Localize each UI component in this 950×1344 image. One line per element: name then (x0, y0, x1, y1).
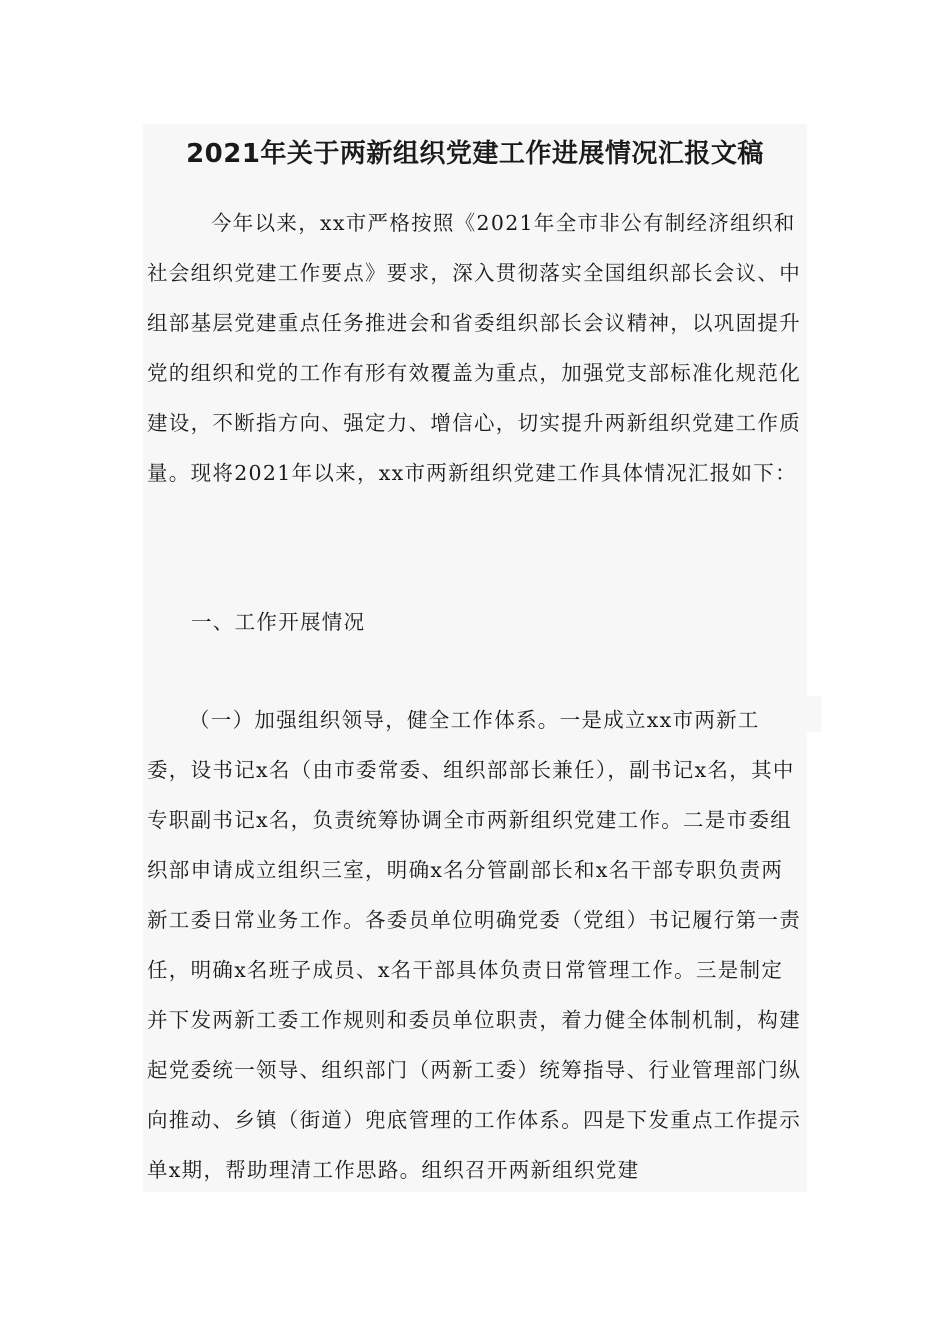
intro-paragraph: 今年以来，xx市严格按照《2021年全市非公有制经济组织和社会组织党建工作要点》要求，深入贯彻落实全国组织部长会议、中组部基层党建重点任务推进会和省委组织部长会议精神，以巩固提升党的组织和党的工作有形有效覆盖为重点，加强党支部标准化规范化建设，不断指方向、强定力、增信心，切实提升两新组织党建工作质量。现将2021年以来，xx市两新组织党建工作具体情况汇报如下： (147, 211, 801, 485)
page-edge-strip (807, 696, 821, 732)
document-title: 2021年关于两新组织党建工作进展情况汇报文稿 (186, 139, 764, 169)
section-heading: 一、工作开展情况 (191, 610, 366, 634)
section-1-paragraph: （一）加强组织领导，健全工作体系。一是成立xx市两新工委，设书记x名（由市委常委、组织部部长兼任），副书记x名，其中专职副书记x名，负责统筹协调全市两新组织党建工作。二是市委组织部申请成立组织三室，明确x名分管副部长和x名干部专职负责两新工委日常业务工作。各委员单位明确党委（党组）书记履行第一责任，明确x名班子成员、x名干部具体负责日常管理工作。三是制定并下发两新工委工作规则和委员单位职责，着力健全体制机制，构建起党委统一领导、组织部门（两新工委）统筹指导、行业管理部门纵向推动、乡镇（街道）兜底管理的工作体系。四是下发重点工作提示单x期，帮助理清工作思路。组织召开两新组织党建 (147, 708, 801, 1182)
